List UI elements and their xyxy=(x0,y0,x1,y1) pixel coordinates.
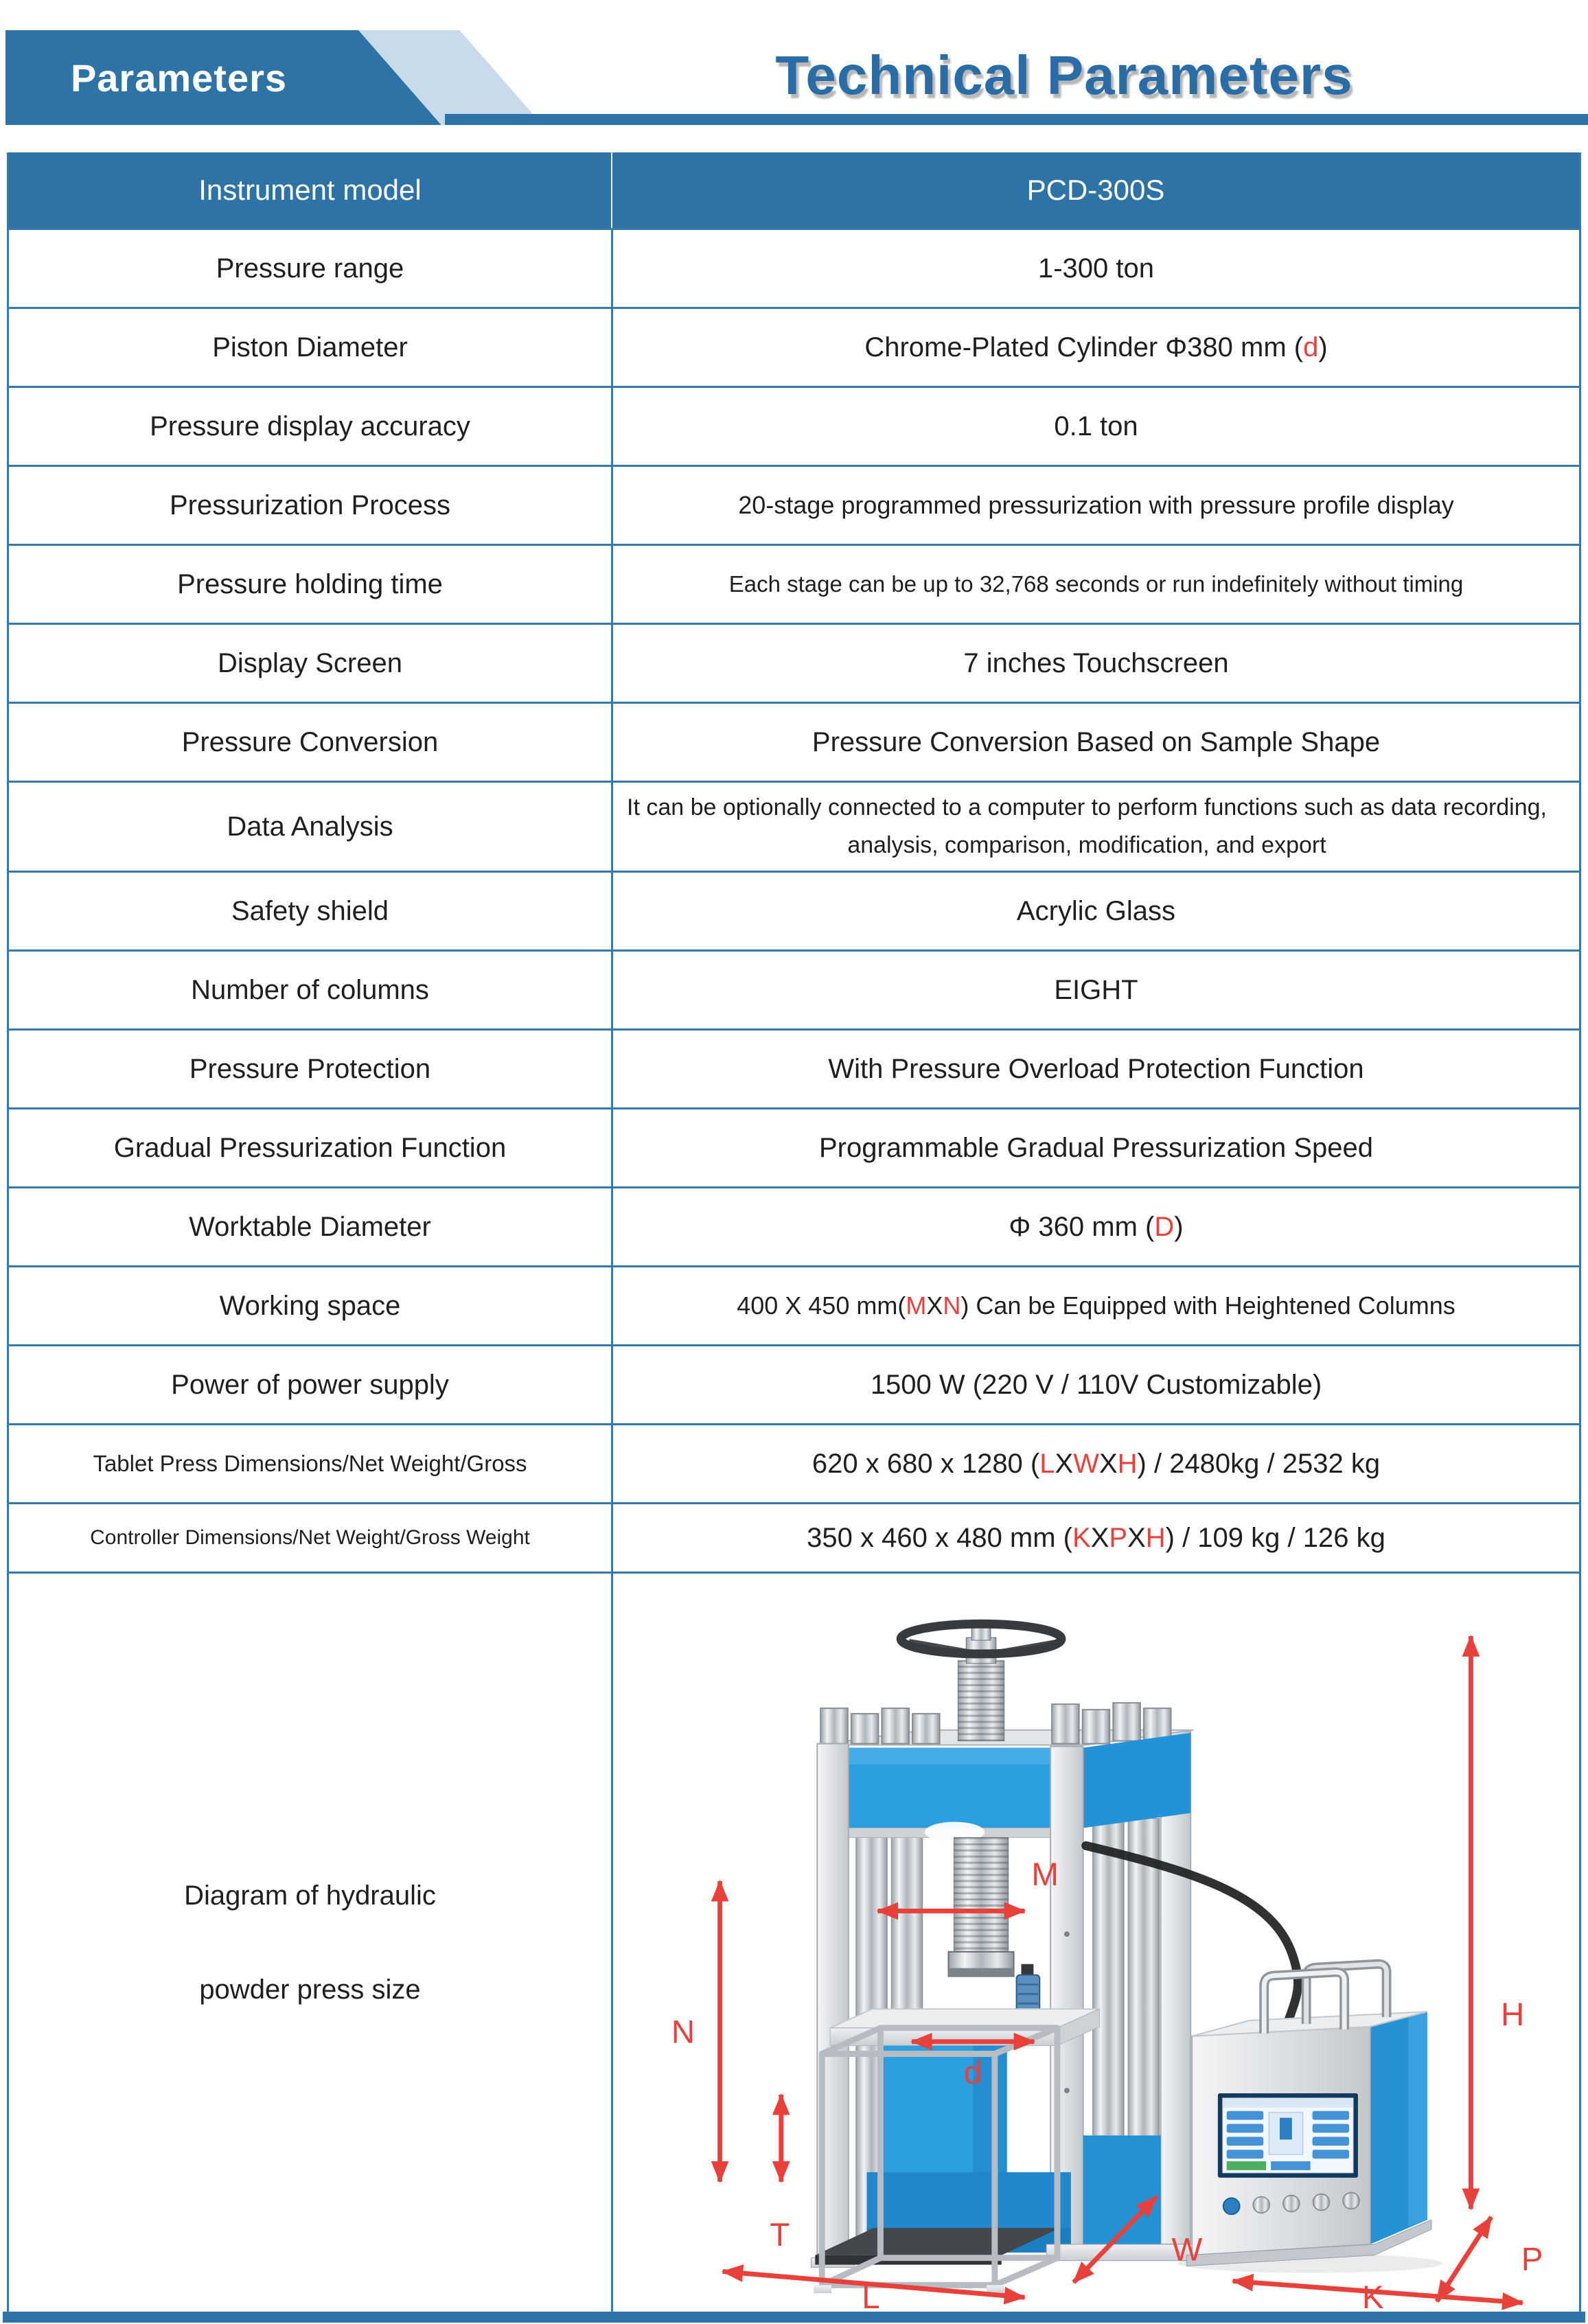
row-label: Power of power supply xyxy=(9,1346,613,1423)
dimension-label-M: M xyxy=(1031,1856,1059,1893)
bottom-divider xyxy=(3,2312,1585,2323)
dimension-label-K: K xyxy=(1361,2279,1384,2312)
table-row xyxy=(9,1502,1579,1572)
row-value: 350 x 460 x 480 mm ( K X P X H ) / 109 kg / 126 kg xyxy=(807,1522,1385,1553)
diagram-cell xyxy=(613,1574,1579,2312)
row-label: Pressure display accuracy xyxy=(9,388,613,465)
touchscreen xyxy=(1218,2093,1358,2178)
row-value: It can be optionally connected to a computer to perform functions such as data recording, analysis, comparison, modification, and export xyxy=(627,794,1547,858)
row-value: With Pressure Overload Protection Function xyxy=(828,1053,1364,1084)
table-row xyxy=(9,1028,1579,1107)
row-label: Pressure holding time xyxy=(9,546,613,623)
row-value: EIGHT xyxy=(1054,974,1138,1005)
row-label: Number of columns xyxy=(9,952,613,1028)
row-label: Pressurization Process xyxy=(9,467,613,544)
row-value: Acrylic Glass xyxy=(1016,895,1176,926)
press-size-diagram xyxy=(613,1574,1579,2312)
dimension-label-L: L xyxy=(862,2279,880,2312)
row-value: 400 X 450 mm( M X N ) Can be Equipped with Heightened Columns xyxy=(737,1291,1455,1320)
row-label: Safety shield xyxy=(9,873,613,950)
row-label: Data Analysis xyxy=(9,783,613,871)
table-row xyxy=(9,1107,1579,1186)
row-value: Φ 360 mm ( D ) xyxy=(1009,1211,1184,1242)
spec-table xyxy=(7,152,1581,2312)
table-row xyxy=(9,544,1579,623)
row-label: Pressure range xyxy=(9,230,613,307)
row-value: PCD-300S xyxy=(1026,174,1165,206)
diagram-row xyxy=(9,1572,1579,2312)
controller-unit xyxy=(1177,1964,1442,2273)
row-label: Pressure Conversion xyxy=(9,704,613,781)
table-row xyxy=(9,781,1579,871)
row-value: 1500 W (220 V / 110V Customizable) xyxy=(870,1369,1322,1400)
dimension-arrow-P xyxy=(1437,2217,1491,2301)
table-row xyxy=(9,307,1579,386)
row-value: 620 x 680 x 1280 ( L X W X H ) / 2480kg / 2532 kg xyxy=(812,1448,1381,1479)
dimension-label-H: H xyxy=(1501,1996,1525,2033)
dimension-label-P: P xyxy=(1521,2241,1543,2278)
table-row xyxy=(9,950,1579,1028)
table-row xyxy=(9,465,1579,544)
row-value: Programmable Gradual Pressurization Speed xyxy=(818,1132,1374,1163)
row-value: Pressure Conversion Based on Sample Shape xyxy=(812,726,1381,757)
diagram-caption xyxy=(9,1574,613,2312)
dimension-label-T: T xyxy=(770,2216,790,2253)
row-value: 0.1 ton xyxy=(1054,411,1138,441)
table-row xyxy=(9,1344,1579,1423)
table-row xyxy=(9,623,1579,702)
page-title: Technical Parameters xyxy=(775,45,1353,106)
row-value: 1-300 ton xyxy=(1037,253,1155,284)
row-label: Working space xyxy=(9,1267,613,1344)
row-label: Instrument model xyxy=(9,152,612,228)
row-label: Pressure Protection xyxy=(9,1031,613,1107)
row-label: Controller Dimensions/Net Weight/Gross Weight xyxy=(9,1504,613,1572)
row-value: 20-stage programmed pressurization with pressure profile display xyxy=(738,491,1454,519)
table-row xyxy=(9,871,1579,950)
section-tab-label: Parameters xyxy=(70,56,288,100)
row-value: Each stage can be up to 32,768 seconds or run indefinitely without timing xyxy=(728,571,1464,597)
diagram-caption-line1: Diagram of hydraulic xyxy=(184,1880,436,1911)
dimension-label-W: W xyxy=(1171,2231,1203,2268)
table-row xyxy=(9,1423,1579,1502)
diagram-caption-line2: powder press size xyxy=(199,1974,421,2005)
table-row xyxy=(9,702,1579,781)
table-row xyxy=(9,1186,1579,1265)
row-label: Display Screen xyxy=(9,625,613,702)
table-row xyxy=(9,1265,1579,1344)
table-row xyxy=(9,386,1579,465)
dimension-label-d: d xyxy=(963,2055,982,2092)
row-label: Gradual Pressurization Function xyxy=(9,1109,613,1186)
table-row xyxy=(9,228,1579,307)
row-label: Piston Diameter xyxy=(9,309,613,386)
page-header xyxy=(0,0,1588,152)
piston xyxy=(949,1837,1014,1976)
row-label: Tablet Press Dimensions/Net Weight/Gross xyxy=(9,1425,613,1502)
row-value: Chrome-Plated Cylinder Φ380 mm ( d ) xyxy=(864,332,1328,363)
dimension-label-N: N xyxy=(671,2014,695,2051)
press-machine xyxy=(811,1620,1193,2293)
table-header-row xyxy=(9,152,1579,228)
row-label: Worktable Diameter xyxy=(9,1188,613,1265)
row-value: 7 inches Touchscreen xyxy=(963,647,1229,678)
